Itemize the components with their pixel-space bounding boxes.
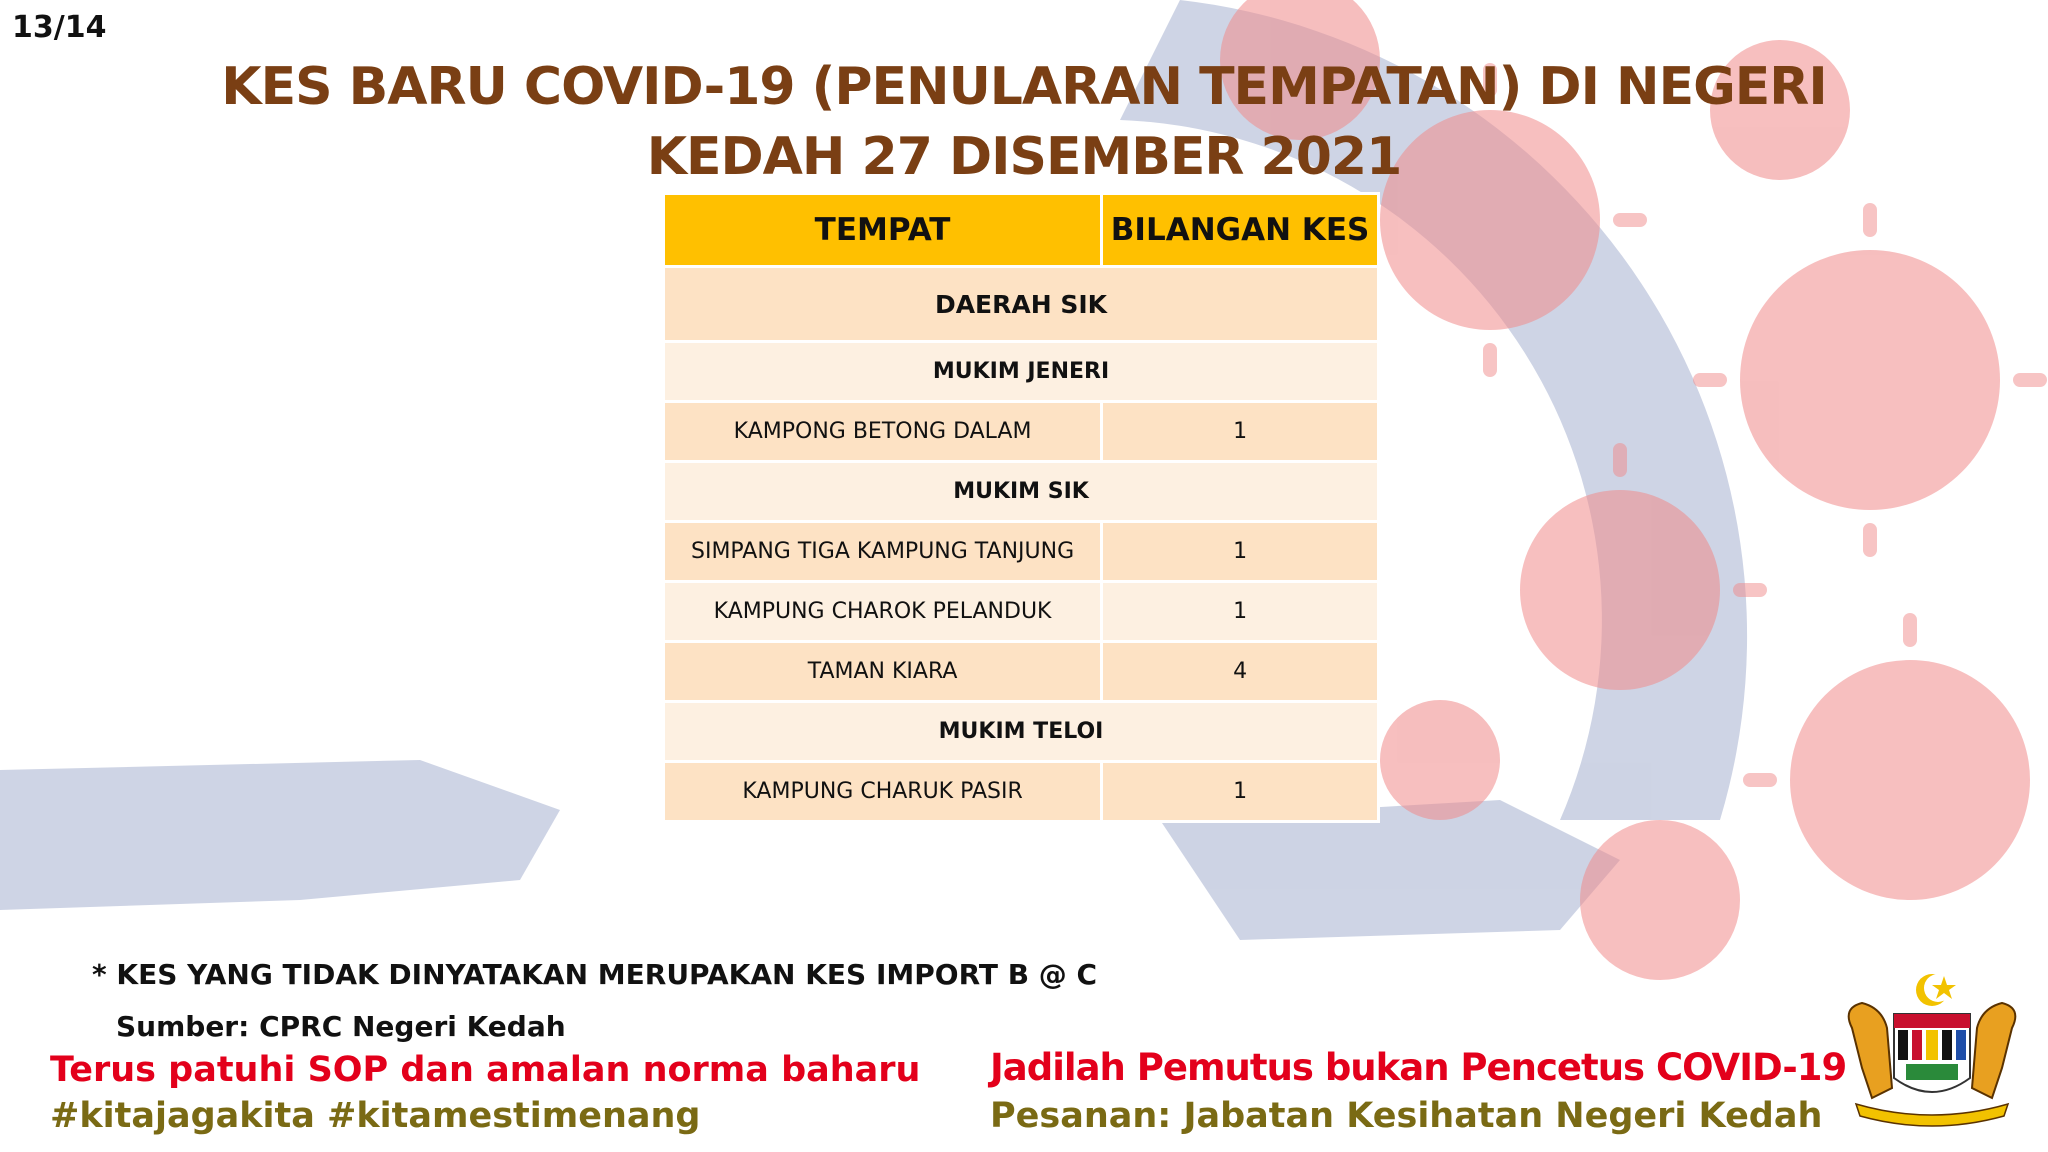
shield-icon: [1894, 1014, 1970, 1092]
page-title: [220, 52, 1828, 192]
table-row: [664, 762, 1379, 822]
case-count: 1: [1102, 582, 1379, 642]
mukim-row: [664, 342, 1379, 402]
place-name: KAMPUNG CHARUK PASIR: [664, 762, 1102, 822]
mukim-row: [664, 702, 1379, 762]
place-name: KAMPONG BETONG DALAM: [664, 402, 1102, 462]
cases-table: [662, 192, 1380, 823]
message-from: Pesanan: Jabatan Kesihatan Negeri Kedah: [990, 1096, 1823, 1136]
mukim-name: MUKIM JENERI: [664, 342, 1379, 402]
district-row: [664, 267, 1379, 342]
header-case-count: BILANGAN KES: [1102, 194, 1379, 267]
table-row: [664, 522, 1379, 582]
hashtags: #kitajagakita #kitamestimenang: [50, 1096, 701, 1136]
case-count: 4: [1102, 642, 1379, 702]
footnote: * KES YANG TIDAK DINYATAKAN MERUPAKAN KES IMPORT B @ C: [92, 958, 1098, 991]
mukim-row: [664, 462, 1379, 522]
table-row: [664, 402, 1379, 462]
mukim-name: MUKIM SIK: [664, 462, 1379, 522]
header-place: TEMPAT: [664, 194, 1102, 267]
place-name: SIMPANG TIGA KAMPUNG TANJUNG: [664, 522, 1102, 582]
tiger-right-icon: [1972, 1003, 2015, 1098]
coat-of-arms-icon: [1832, 968, 2032, 1128]
place-name: TAMAN KIARA: [664, 642, 1102, 702]
source-credit: Sumber: CPRC Negeri Kedah: [116, 1010, 566, 1043]
page-number: 13/14: [12, 10, 107, 45]
case-count: 1: [1102, 762, 1379, 822]
sop-message: Terus patuhi SOP dan amalan norma baharu: [50, 1050, 921, 1090]
mukim-name: MUKIM TELOI: [664, 702, 1379, 762]
case-count: 1: [1102, 402, 1379, 462]
tiger-left-icon: [1849, 1003, 1892, 1098]
motto-ribbon-icon: [1856, 1104, 2008, 1126]
table-row: [664, 582, 1379, 642]
title-line-2: KEDAH 27 DISEMBER 2021: [646, 127, 1402, 187]
table-row: [664, 642, 1379, 702]
slogan: Jadilah Pemutus bukan Pencetus COVID-19: [990, 1046, 1847, 1089]
place-name: KAMPUNG CHAROK PELANDUK: [664, 582, 1102, 642]
district-name: DAERAH SIK: [664, 267, 1379, 342]
background-hand-shape: [0, 760, 560, 910]
case-count: 1: [1102, 522, 1379, 582]
title-line-1: KES BARU COVID-19 (PENULARAN TEMPATAN) DI NEGERI: [221, 57, 1827, 117]
crescent-star-icon: [1916, 974, 1956, 1006]
table-header-row: [664, 194, 1379, 267]
